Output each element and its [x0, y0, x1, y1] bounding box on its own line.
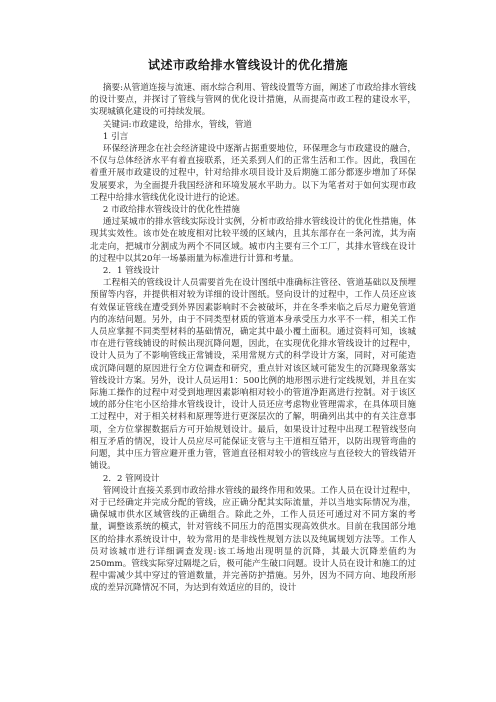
section-heading: 2 市政给排水管线设计的优化性措施 — [102, 205, 240, 216]
paragraph: 管网设计直接关系到市政给排水管线的最终作用和效果。工作人员在设计过程中，对于已经确定并完成分配的管线，应正确分配其实际流量，并以当地实际情况为准，确保城市供水区域管线的正确组合。除此之外，工作人员还可通过对不同方案的考量，调整该系统的模式，针对管线不同压力的范围实现高效供水。目前在我国部分地区的给排水系统设计中，较为常用的是非线性规划方法以及纯属规划方法等。工作人员对该城市进行详细调查发现:该工场地出现明显的沉降，其最大沉降差值约为250mm。管线实际穿过隔堤之后，极可能产生破口问题。设计人员在设计和施工的过程中需减少其中穿过的管道数量，并完善防护措施。另外，因为不同方向、地段所形成的差异沉降情况不同，为达到有效适应的目的，设计 — [90, 485, 416, 594]
section-heading: 2．2 管网设计 — [102, 473, 160, 484]
paragraph: 环保经济理念在社会经济建设中逐渐占据重要地位，环保理念与市政建设的融合，不仅与总体经济水平有着直接联系，还关系到人们的正常生活和工作。因此，我国在着重开展市政建设的过程中，针对给排水项目设计及后期施工部分都逐步增加了环保发展要求，为全面提升我国经济和环境发展水平助力。以下为笔者对于如何实现市政工程中给排水管线优化设计进行的论述。 — [90, 144, 416, 203]
document-title: 试述市政给排水管线设计的优化措施 — [147, 58, 348, 72]
paragraph: 摘要:从管道连接与流速、雨水综合利用、管线设置等方面，阐述了市政给排水管线的设计要点，并探讨了管线与管网的优化设计措施，从而提高市政工程的建设水平，实现城镇化建设的可持续发展。 — [90, 83, 416, 118]
document-body — [90, 82, 416, 595]
paragraph: 工程相关的管线设计人员需要首先在设计图纸中准确标注管径、管道基础以及预埋预留等内容，并提供相对较为详细的设计图纸。竖向设计的过程中，工作人员还应该有效保证管线在遭受到外界因素影响时不会被破坏，并在冬季来临之后尽力避免管道内的冻结问题。另外，由于不同类型材质的管道本身承受压力水平不一样，相关工作人员应掌握不同类型材料的基础情况，确定其中最小覆土面积。通过资料可知，该城市在进行管线铺设的时候出现沉降问题，因此，在实现优化排水管线设计的过程中，设计人员为了不影响管线正常铺设，采用常规方式的科学设计方案，同时，对可能造成沉降问题的原因进行全方位调查和研究，重点针对该区域可能发生的沉降现象落实管线设计方案。另外，设计人员运用1：500比例的地形图示进行定线规划，并且在实际施工操作的过程中对受到地理因素影响相对较小的管道净距离进行控制。对于该区域的部分住宅小区给排水管线设计，设计人员还应考虑物业管理需求，在具体项目施工过程中，对于相关材料和原理等进行更深层次的了解，明确列出其中的有关注意事项，全方位掌握数据后方可开始规划设计。最后，如果设计过程中出现工程管线竖向相互矛盾的情况，设计人员应尽可能保证支管与主干道相互错开，以防出现管弯曲的问题，其中压力管应避开重力管，管道直径相对较小的管线应与直径较大的管线错开铺设。 — [90, 278, 416, 472]
section-heading: 2．1 管线设计 — [102, 266, 160, 277]
section-heading: 1 引言 — [102, 131, 129, 142]
paragraph: 通过某城市的排水管线实际设计实例，分析市政给排水管线设计的优化性措施，体现其实效性。该市处在坡度相对比较平缓的区域内，且其东部存在一条河流，其为南北走向，把城市分割成为两个不同区域。城市内主要有三个工厂，其排水管线在设计的过程中以其20年一场暴雨量为标准进行计算和考量。 — [90, 217, 416, 264]
paragraph: 关键词:市政建设，给排水，管线，管道 — [102, 119, 252, 130]
